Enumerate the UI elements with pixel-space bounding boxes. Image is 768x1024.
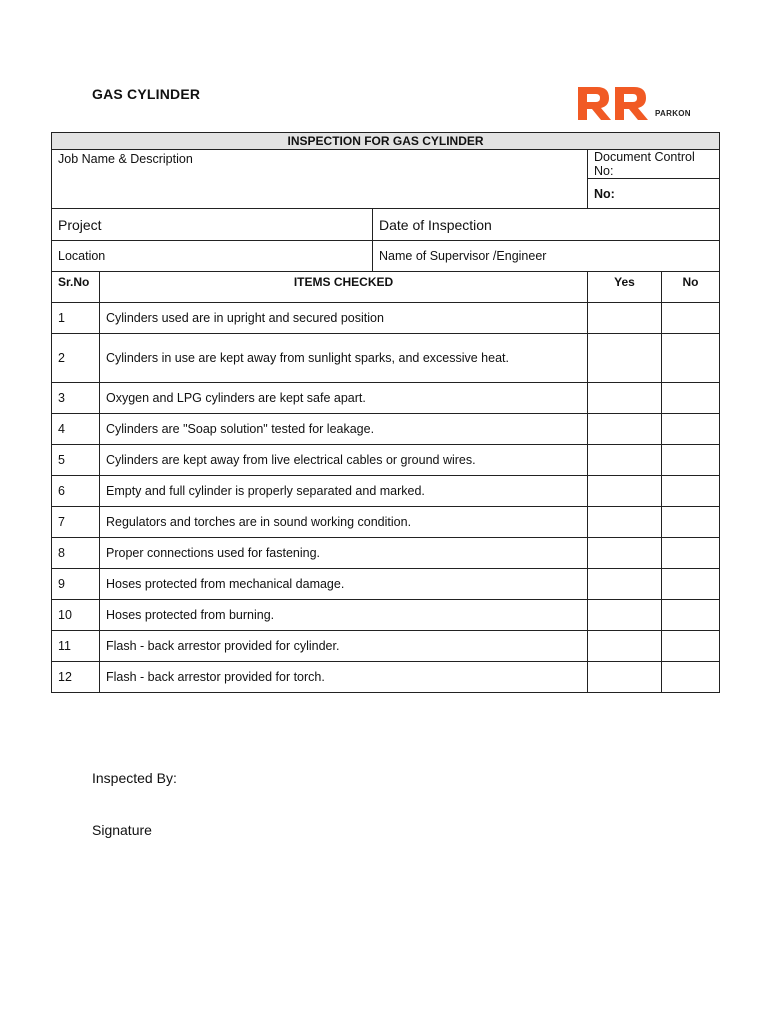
row-item-text: Flash - back arrestor provided for cylinder. xyxy=(100,631,588,662)
row-yes-cell[interactable] xyxy=(588,600,662,631)
location-field[interactable] xyxy=(52,241,373,272)
row-yes-cell[interactable] xyxy=(588,303,662,334)
supervisor-label: Name of Supervisor /Engineer xyxy=(379,249,547,263)
no-label: No: xyxy=(594,186,615,201)
col-header-no: No xyxy=(662,272,720,303)
row-item-text: Cylinders used are in upright and secured position xyxy=(100,303,588,334)
checklist-row xyxy=(52,303,720,334)
checklist-row xyxy=(52,476,720,507)
row-no-cell[interactable] xyxy=(662,414,720,445)
row-no-cell[interactable] xyxy=(662,303,720,334)
document-control-label: Document Control No: xyxy=(594,150,695,178)
row-item-text: Cylinders are "Soap solution" tested for leakage. xyxy=(100,414,588,445)
row-no-cell[interactable] xyxy=(662,631,720,662)
row-yes-cell[interactable] xyxy=(588,476,662,507)
row-number: 7 xyxy=(52,507,100,538)
signature-label: Signature xyxy=(92,822,152,838)
checklist-row xyxy=(52,507,720,538)
row-yes-cell[interactable] xyxy=(588,631,662,662)
row-no-cell[interactable] xyxy=(662,662,720,693)
row-item-text: Flash - back arrestor provided for torch. xyxy=(100,662,588,693)
row-yes-cell[interactable] xyxy=(588,569,662,600)
row-number: 8 xyxy=(52,538,100,569)
row-item-text: Oxygen and LPG cylinders are kept safe apart. xyxy=(100,383,588,414)
checklist-row xyxy=(52,383,720,414)
col-header-srno: Sr.No xyxy=(52,272,100,303)
inspection-form-table xyxy=(51,132,720,693)
document-control-field[interactable] xyxy=(588,150,720,179)
row-yes-cell[interactable] xyxy=(588,383,662,414)
rr-logo-icon xyxy=(575,84,725,124)
row-yes-cell[interactable] xyxy=(588,538,662,569)
col-header-yes: Yes xyxy=(588,272,662,303)
checklist-row xyxy=(52,445,720,476)
row-number: 12 xyxy=(52,662,100,693)
row-yes-cell[interactable] xyxy=(588,662,662,693)
row-no-cell[interactable] xyxy=(662,538,720,569)
inspected-by-label: Inspected By: xyxy=(92,770,177,786)
row-yes-cell[interactable] xyxy=(588,445,662,476)
row-no-cell[interactable] xyxy=(662,476,720,507)
row-item-text: Cylinders are kept away from live electrical cables or ground wires. xyxy=(100,445,588,476)
row-item-text: Empty and full cylinder is properly separated and marked. xyxy=(100,476,588,507)
row-number: 3 xyxy=(52,383,100,414)
row-no-cell[interactable] xyxy=(662,334,720,383)
row-number: 5 xyxy=(52,445,100,476)
row-number: 10 xyxy=(52,600,100,631)
row-no-cell[interactable] xyxy=(662,383,720,414)
logo-wordmark: PARKON xyxy=(655,109,691,118)
row-number: 2 xyxy=(52,334,100,383)
row-item-text: Cylinders in use are kept away from sunlight sparks, and excessive heat. xyxy=(100,334,588,383)
supervisor-field[interactable] xyxy=(373,241,720,272)
job-name-label: Job Name & Description xyxy=(58,152,193,166)
row-number: 4 xyxy=(52,414,100,445)
project-label: Project xyxy=(58,216,102,233)
checklist-row xyxy=(52,662,720,693)
row-item-text: Hoses protected from mechanical damage. xyxy=(100,569,588,600)
checklist-row xyxy=(52,334,720,383)
location-label: Location xyxy=(58,249,106,263)
row-item-text: Hoses protected from burning. xyxy=(100,600,588,631)
row-no-cell[interactable] xyxy=(662,507,720,538)
no-field[interactable] xyxy=(588,179,720,209)
row-no-cell[interactable] xyxy=(662,569,720,600)
checklist-row xyxy=(52,600,720,631)
row-item-text: Proper connections used for fastening. xyxy=(100,538,588,569)
row-yes-cell[interactable] xyxy=(588,334,662,383)
checklist-row xyxy=(52,631,720,662)
row-number: 9 xyxy=(52,569,100,600)
row-yes-cell[interactable] xyxy=(588,414,662,445)
row-number: 6 xyxy=(52,476,100,507)
row-item-text: Regulators and torches are in sound working condition. xyxy=(100,507,588,538)
document-title: GAS CYLINDER xyxy=(92,86,201,102)
row-number: 1 xyxy=(52,303,100,334)
form-heading: INSPECTION FOR GAS CYLINDER xyxy=(52,133,720,150)
job-name-field[interactable] xyxy=(52,150,588,209)
row-number: 11 xyxy=(52,631,100,662)
date-of-inspection-field[interactable] xyxy=(373,209,720,241)
checklist-row xyxy=(52,414,720,445)
project-field[interactable] xyxy=(52,209,373,241)
checklist-row xyxy=(52,538,720,569)
row-yes-cell[interactable] xyxy=(588,507,662,538)
row-no-cell[interactable] xyxy=(662,445,720,476)
checklist-row xyxy=(52,569,720,600)
date-of-inspection-label: Date of Inspection xyxy=(379,216,492,233)
row-no-cell[interactable] xyxy=(662,600,720,631)
col-header-items: ITEMS CHECKED xyxy=(100,272,588,303)
